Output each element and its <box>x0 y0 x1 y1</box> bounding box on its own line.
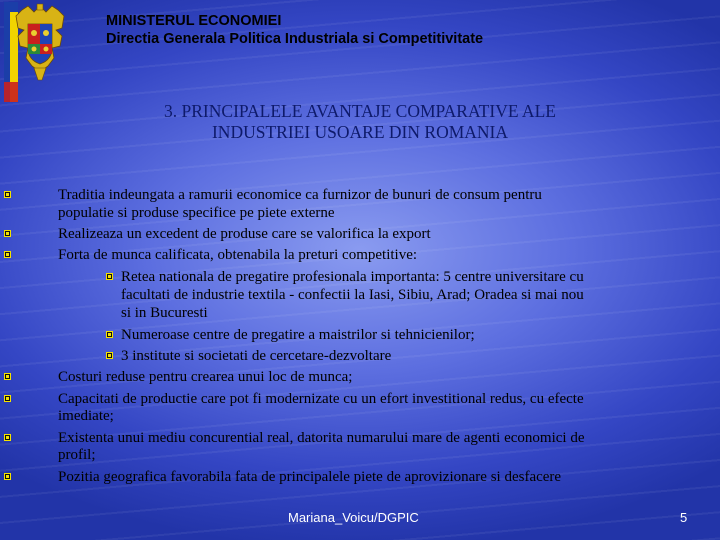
slide-title <box>0 101 720 143</box>
bullet-square-icon <box>4 434 11 441</box>
bullet-text: Costuri reduse pentru crearea unui loc de munca; <box>58 369 353 385</box>
bullet-text: Traditia indeungata a ramurii economice ca furnizor de bunuri de consum pentru <box>58 187 542 203</box>
bullet-square-icon <box>106 331 113 338</box>
bullet-square-icon <box>4 191 11 198</box>
ministry-directorate: Directia Generala Politica Industriala si Competitivitate <box>106 31 484 47</box>
bullet-text: Pozitia geografica favorabila fata de principalele piete de aprovizionare si desfacere <box>58 469 562 485</box>
bullet-text: Numeroase centre de pregatire a maistrilor si tehnicienilor; <box>121 327 475 343</box>
slide-title-line-1: 3. PRINCIPALELE AVANTAJE COMPARATIVE ALE <box>164 101 556 121</box>
bullet-square-icon <box>4 395 11 402</box>
bullet-square-icon <box>4 251 11 258</box>
bullet-text: imediate; <box>58 408 114 424</box>
bullet-text: Existenta unui mediu concurential real, datorita numarului mare de agenti economici de <box>58 430 585 446</box>
bullet-text: 3 institute si societati de cercetare-dezvoltare <box>121 348 392 364</box>
page-number: 5 <box>680 510 688 525</box>
bullet-text: Forta de munca calificata, obtenabila la preturi competitive: <box>58 247 418 263</box>
bullet-text: Realizeaza un excedent de produse care se valorifica la export <box>58 226 431 242</box>
bullet-square-icon <box>4 230 11 237</box>
bullet-text: profil; <box>58 447 96 463</box>
footer-author: Mariana_Voicu/DGPIC <box>288 510 419 525</box>
bullet-square-icon <box>4 473 11 480</box>
bullet-text: Retea nationala de pregatire profesionala importanta: 5 centre universitare cu <box>121 269 584 285</box>
bullet-text: facultati de industrie textila - confectii la Iasi, Sibiu, Arad; Oradea si mai nou <box>121 287 584 303</box>
ministry-header <box>106 12 483 48</box>
bullet-text: si in Bucuresti <box>121 305 208 321</box>
slide-title-line-2: INDUSTRIEI USOARE DIN ROMANIA <box>211 122 509 142</box>
bullet-text: populatie si produse specifice pe piete externe <box>58 205 335 221</box>
bullet-square-icon <box>4 373 11 380</box>
bullet-square-icon <box>106 273 113 280</box>
ministry-name: MINISTERUL ECONOMIEI <box>106 13 282 29</box>
romania-coat-of-arms-icon <box>4 2 74 102</box>
bullet-text: Capacitati de productie care pot fi modernizate cu un efort investitional redus, cu efecte <box>58 391 584 407</box>
bullet-square-icon <box>106 352 113 359</box>
